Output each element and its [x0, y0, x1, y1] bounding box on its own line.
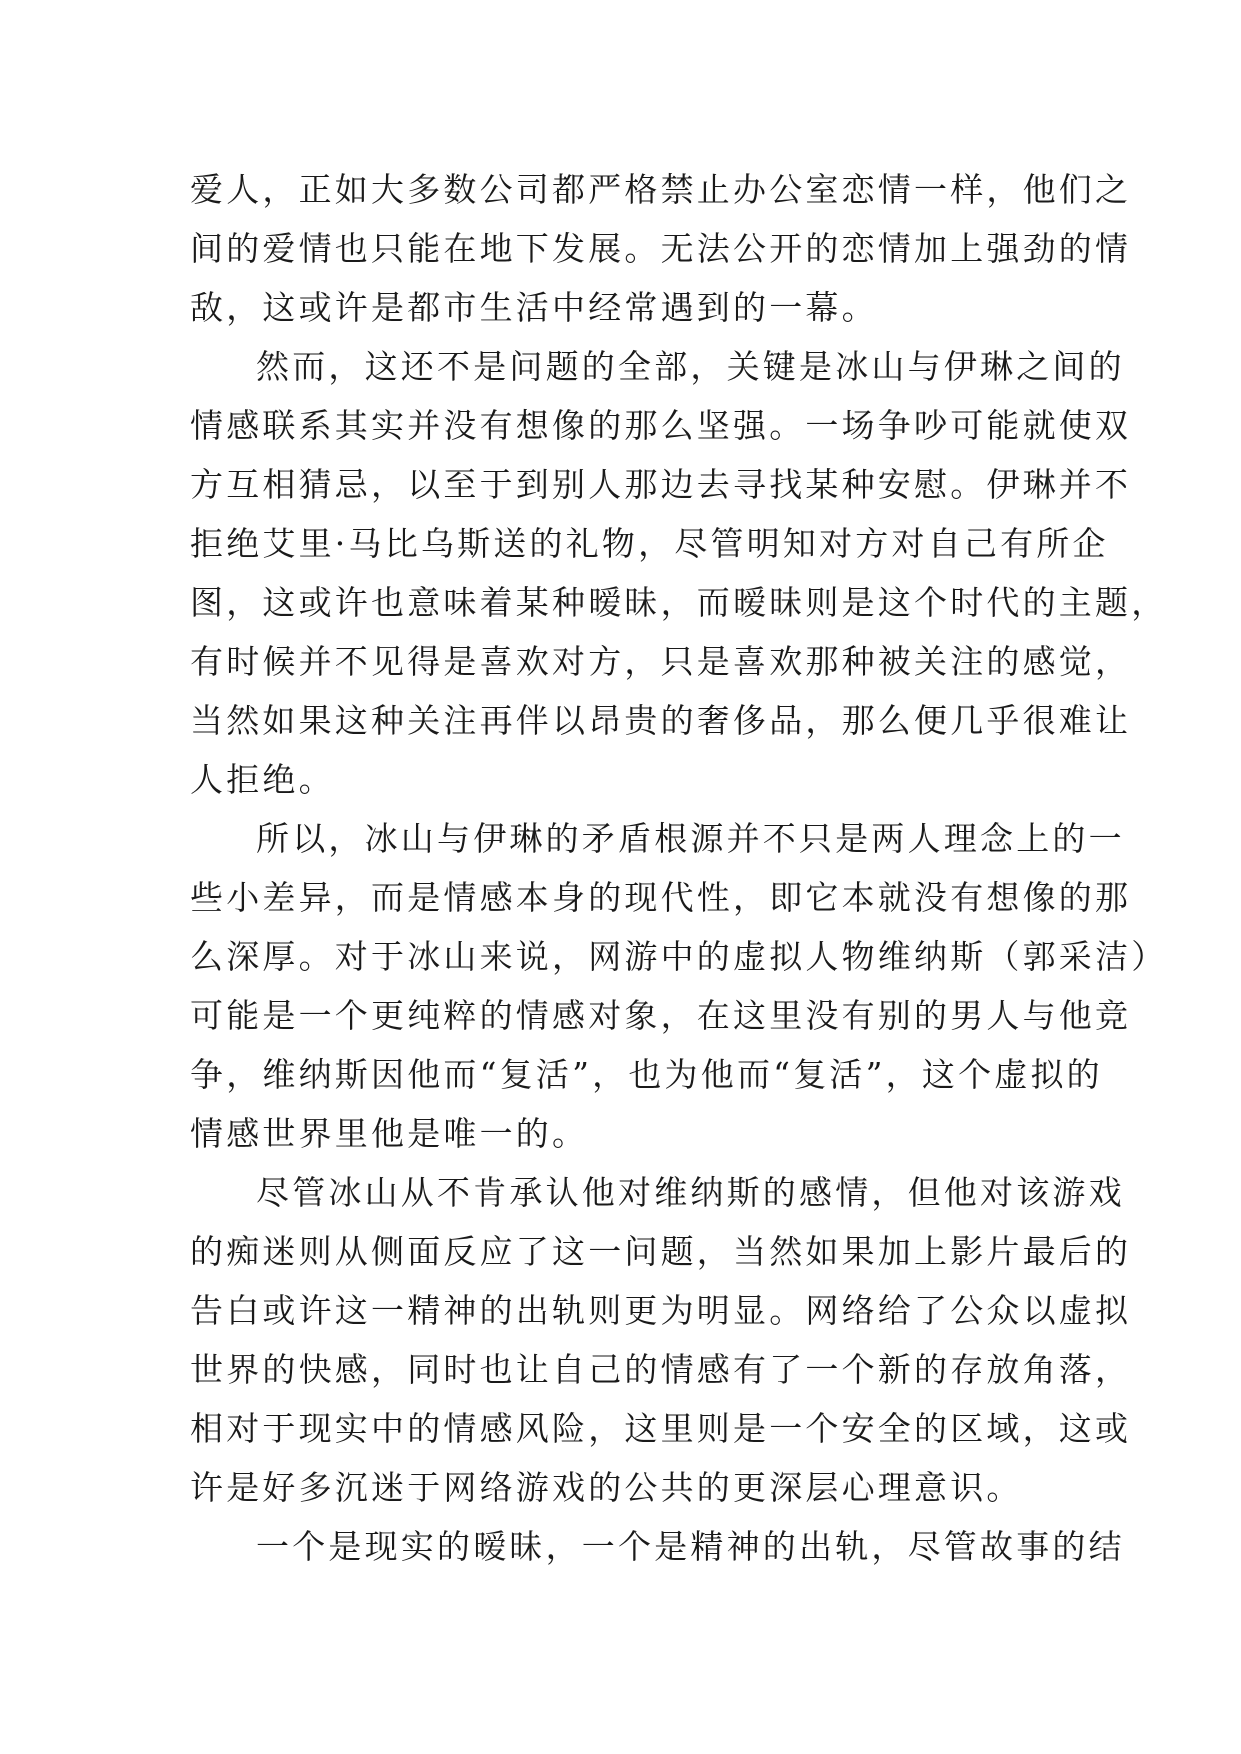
text-line: 人拒绝。 [190, 760, 335, 799]
text-line: 一个是现实的暧昧，一个是精神的出轨，尽管故事的结 [256, 1527, 1125, 1566]
text-line: 情感联系其实并没有想像的那么坚强。一场争吵可能就使双 [190, 406, 1132, 445]
text-line: 间的爱情也只能在地下发展。无法公开的恋情加上强劲的情 [190, 229, 1132, 268]
paragraph-1 [190, 160, 1132, 337]
text-line: 许是好多沉迷于网络游戏的公共的更深层心理意识。 [190, 1468, 1023, 1507]
text-line: 方互相猜忌，以至于到别人那边去寻找某种安慰。伊琳并不 [190, 465, 1132, 504]
text-line: 拒绝艾里·马比乌斯送的礼物，尽管明知对方对自己有所企 [190, 524, 1109, 563]
text-line: 有时候并不见得是喜欢对方，只是喜欢那种被关注的感觉， [190, 642, 1132, 681]
text-line: 尽管冰山从不肯承认他对维纳斯的感情，但他对该游戏 [256, 1173, 1125, 1212]
text-line: 图，这或许也意味着某种暧昧，而暧昧则是这个时代的主题， [190, 583, 1168, 622]
text-line: 情感世界里他是唯一的。 [190, 1114, 589, 1153]
paragraph-3 [190, 809, 1168, 1163]
text-line: 爱人，正如大多数公司都严格禁止办公室恋情一样，他们之 [190, 170, 1132, 209]
text-line: 相对于现实中的情感风险，这里则是一个安全的区域，这或 [190, 1409, 1132, 1448]
text-line: 当然如果这种关注再伴以昂贵的奢侈品，那么便几乎很难让 [190, 701, 1132, 740]
text-line: 然而，这还不是问题的全部，关键是冰山与伊琳之间的 [256, 347, 1125, 386]
text-line: 世界的快感，同时也让自己的情感有了一个新的存放角落， [190, 1350, 1132, 1389]
body-text [190, 160, 1168, 1576]
text-line: 么深厚。对于冰山来说，网游中的虚拟人物维纳斯（郭采洁） [190, 937, 1168, 976]
text-line: 可能是一个更纯粹的情感对象，在这里没有别的男人与他竞 [190, 996, 1132, 1035]
text-line: 些小差异，而是情感本身的现代性，即它本就没有想像的那 [190, 878, 1132, 917]
text-line: 争，维纳斯因他而“复活”，也为他而“复活”，这个虚拟的 [190, 1055, 1103, 1094]
paragraph-2 [190, 337, 1168, 809]
text-line: 告白或许这一精神的出轨则更为明显。网络给了公众以虚拟 [190, 1291, 1132, 1330]
text-line: 所以，冰山与伊琳的矛盾根源并不只是两人理念上的一 [256, 819, 1125, 858]
paragraph-5 [190, 1517, 1125, 1576]
text-line: 敌，这或许是都市生活中经常遇到的一幕。 [190, 288, 878, 327]
paragraph-4 [190, 1163, 1132, 1517]
text-line: 的痴迷则从侧面反应了这一问题，当然如果加上影片最后的 [190, 1232, 1132, 1271]
